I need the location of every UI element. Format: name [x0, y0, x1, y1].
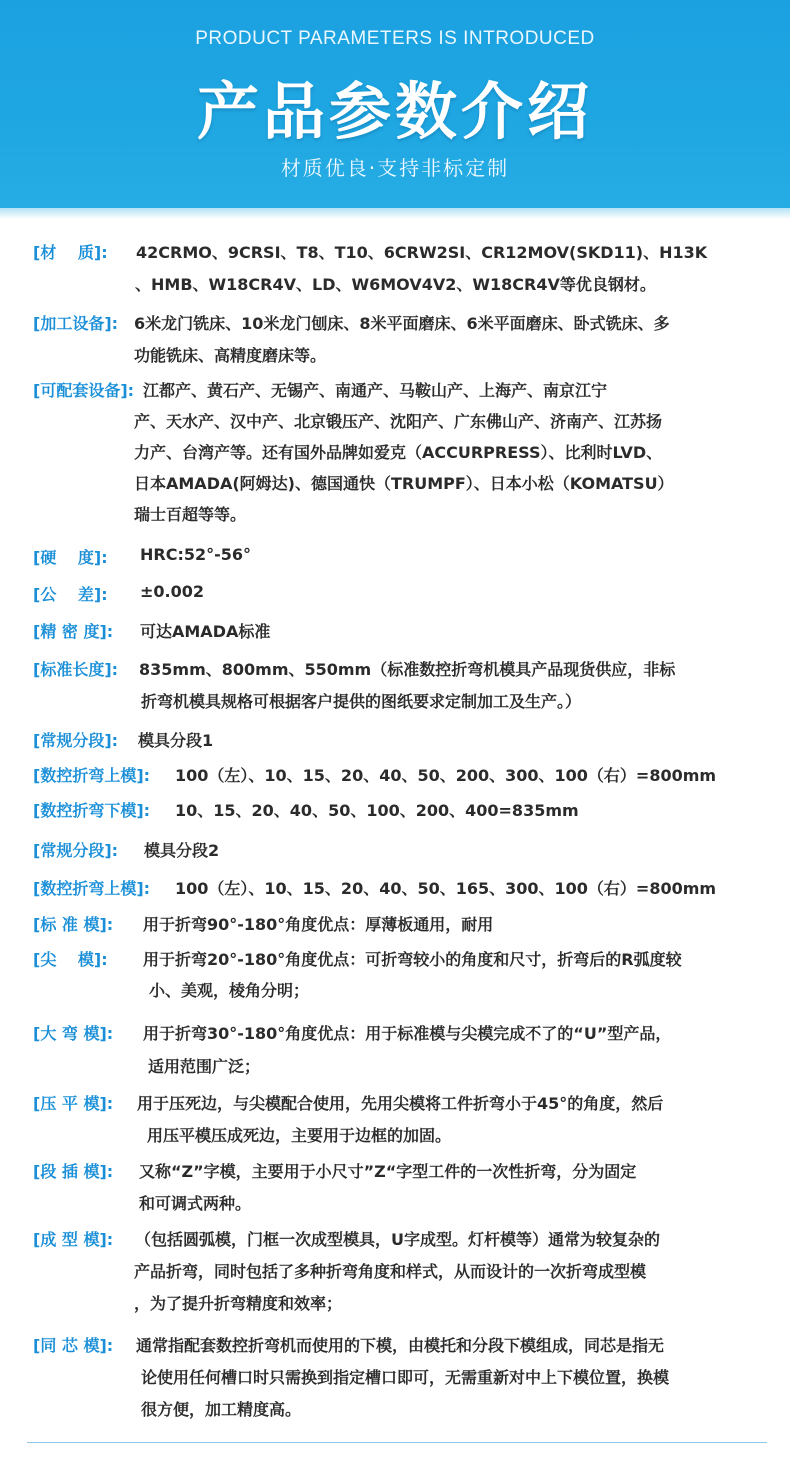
- param-label: [可配套设备]:: [33, 381, 135, 400]
- param-value-line: 产品折弯，同时包括了多种折弯角度和样式，从而设计的一次折弯成型模: [134, 1262, 647, 1281]
- param-value-line: ±0.002: [140, 582, 205, 601]
- param-label: [材 质]:: [33, 243, 108, 262]
- page-title: 产品参数介绍: [196, 75, 593, 148]
- param-value-line: 日本AMADA(阿姆达)、德国通快（TRUMPF）、日本小松（KOMATSU）: [134, 474, 674, 493]
- param-label: [标准长度]:: [33, 660, 119, 679]
- param-value-line: 通常指配套数控折弯机而使用的下模，由模托和分段下模组成，同芯是指无: [136, 1336, 665, 1355]
- param-value-line: 用于折弯20°-180°角度优点：可折弯较小的角度和尺寸，折弯后的R弧度较: [143, 950, 682, 969]
- param-label: [加工设备]:: [33, 314, 119, 333]
- param-value-line: 用于折弯30°-180°角度优点：用于标准模与尖模完成不了的“U”型产品，: [143, 1024, 672, 1043]
- param-value-line: （包括圆弧模，门框一次成型模具，U字成型。灯杆模等）通常为较复杂的: [135, 1230, 660, 1249]
- param-label: [成 型 模]:: [33, 1230, 114, 1249]
- param-label: [尖 模]:: [33, 950, 108, 969]
- param-label: [常规分段]:: [33, 841, 119, 860]
- param-value-line: 和可调式两种。: [139, 1194, 252, 1213]
- param-value-line: 瑞士百超等等。: [134, 505, 247, 524]
- param-value-line: 小、美观，棱角分明；: [149, 981, 310, 1000]
- param-label: [精 密 度]:: [33, 622, 114, 641]
- param-label: [常规分段]:: [33, 731, 119, 750]
- param-value-line: 论使用任何槽口时只需换到指定槽口即可，无需重新对中上下模位置，换模: [141, 1368, 670, 1387]
- param-label: [压 平 模]:: [33, 1094, 114, 1113]
- header-subtitle-en: PRODUCT PARAMETERS IS INTRODUCED: [195, 28, 595, 49]
- param-value-line: 42CRMO、9CRSI、T8、T10、6CRW2SI、CR12MOV(SKD11)、H13K: [136, 243, 708, 262]
- param-value-line: 力产、台湾产等。还有国外品牌如爱克（ACCURPRESS）、比利时LVD、: [134, 443, 663, 462]
- param-value-line: ，为了提升折弯精度和效率；: [134, 1294, 343, 1313]
- param-label: [数控折弯上模]:: [33, 879, 151, 898]
- param-value-line: 835mm、800mm、550mm（标准数控折弯机模具产品现货供应，非标: [139, 660, 676, 679]
- param-value-line: 、HMB、W18CR4V、LD、W6MOV4V2、W18CR4V等优良钢材。: [135, 275, 656, 294]
- param-label: [数控折弯下模]:: [33, 801, 151, 820]
- param-value-line: 模具分段2: [144, 841, 220, 860]
- param-value-line: 江都产、黄石产、无锡产、南通产、马鞍山产、上海产、南京江宁: [143, 381, 608, 400]
- bottom-divider: [27, 1442, 767, 1443]
- param-value-line: 用于折弯90°-180°角度优点：厚薄板通用，耐用: [143, 915, 494, 934]
- param-value-line: 6米龙门铣床、10米龙门刨床、8米平面磨床、6米平面磨床、卧式铣床、多: [134, 314, 670, 333]
- param-value-line: 模具分段1: [138, 731, 214, 750]
- param-value-line: 用压平模压成死边，主要用于边框的加固。: [147, 1126, 452, 1145]
- param-label: [同 芯 模]:: [33, 1336, 114, 1355]
- param-value-line: HRC:52°-56°: [140, 545, 252, 564]
- param-value-line: 用于压死边，与尖模配合使用，先用尖模将工件折弯小于45°的角度，然后: [137, 1094, 664, 1113]
- param-value-line: 产、天水产、汉中产、北京锻压产、沈阳产、广东佛山产、济南产、江苏扬: [134, 412, 663, 431]
- param-value-line: 100（左）、10、15、20、40、50、200、300、100（右）=800mm: [175, 766, 717, 785]
- param-value-line: 100（左）、10、15、20、40、50、165、300、100（右）=800mm: [175, 879, 717, 898]
- param-value-line: 功能铣床、高精度磨床等。: [134, 346, 327, 365]
- param-label: [数控折弯上模]:: [33, 766, 151, 785]
- param-value-line: 折弯机模具规格可根据客户提供的图纸要求定制加工及生产。）: [141, 692, 582, 711]
- param-value-line: 10、15、20、40、50、100、200、400=835mm: [175, 801, 579, 820]
- param-label: [标 准 模]:: [33, 915, 114, 934]
- param-label: [硬 度]:: [33, 548, 108, 567]
- param-value-line: 很方便，加工精度高。: [141, 1400, 302, 1419]
- param-value-line: 可达AMADA标准: [140, 622, 271, 641]
- param-label: [段 插 模]:: [33, 1162, 114, 1181]
- param-value-line: 又称“Z”字模，主要用于小尺寸”Z“字型工件的一次性折弯，分为固定: [139, 1162, 637, 1181]
- param-label: [公 差]:: [33, 585, 108, 604]
- param-value-line: 适用范围广泛；: [148, 1057, 261, 1076]
- param-label: [大 弯 模]:: [33, 1024, 114, 1043]
- header-tagline: 材质优良·支持非标定制: [280, 156, 510, 180]
